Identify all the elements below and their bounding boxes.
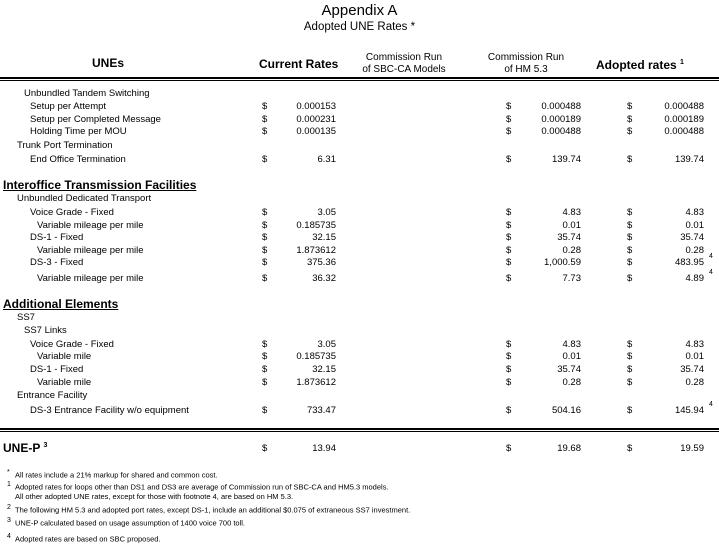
footnote	[7, 533, 161, 544]
row-label: SS7 Links	[24, 325, 67, 336]
row-label: Variable mile	[37, 377, 92, 388]
row-label: Variable mileage per mile	[37, 245, 144, 256]
footnote-mark: 1	[7, 481, 11, 488]
header-unes: UNEs	[92, 56, 125, 70]
row-label: Entrance Facility	[17, 390, 88, 401]
footnote-text: The following HM 5.3 and adopted port rates, except DS-1, include an additional $0.075 of extraneous SS7 investment.	[15, 505, 411, 515]
current-currency: $	[262, 154, 268, 165]
header-hm-line2: of HM 5.3	[504, 64, 548, 75]
adopted-currency: $	[627, 126, 633, 137]
current-currency: $	[262, 207, 268, 218]
footnote	[7, 481, 389, 492]
adopted-value: 0.000488	[664, 101, 704, 112]
hm-value: 0.01	[562, 220, 581, 231]
hm-currency: $	[506, 220, 512, 231]
hm-currency: $	[506, 232, 512, 243]
row-label: Setup per Attempt	[30, 101, 107, 112]
adopted-currency: $	[627, 364, 633, 375]
adopted-value: 0.000189	[664, 114, 704, 125]
footnote	[7, 517, 245, 528]
hm-value: 0.000488	[541, 126, 581, 137]
hm-currency: $	[506, 207, 512, 218]
row-label: SS7	[17, 312, 35, 323]
current-currency: $	[262, 339, 268, 350]
unep-rule-thin	[0, 431, 719, 432]
hm-value: 7.73	[562, 273, 581, 284]
footnote	[7, 469, 218, 480]
current-value: 3.05	[317, 207, 336, 218]
unep-current-currency: $	[262, 443, 268, 454]
adopted-value: 0.28	[685, 377, 704, 388]
header-rule-thin	[0, 80, 719, 81]
footnote-mark: 2	[7, 504, 11, 511]
header-sbc	[352, 52, 456, 76]
current-currency: $	[262, 114, 268, 125]
current-currency: $	[262, 377, 268, 388]
current-currency: $	[262, 257, 268, 268]
hm-currency: $	[506, 351, 512, 362]
unep-row-label	[3, 441, 47, 455]
adopted-currency: $	[627, 154, 633, 165]
row-label: Voice Grade - Fixed	[30, 339, 114, 350]
current-value: 1.873612	[296, 245, 336, 256]
hm-currency: $	[506, 257, 512, 268]
footnote-marker: 4	[709, 253, 713, 260]
unep-footnote: 3	[43, 442, 48, 449]
current-value: 36.32	[312, 273, 336, 284]
hm-currency: $	[506, 405, 512, 416]
adopted-currency: $	[627, 377, 633, 388]
hm-currency: $	[506, 339, 512, 350]
unep-rule	[0, 428, 719, 430]
adopted-currency: $	[627, 257, 633, 268]
adopted-currency: $	[627, 245, 633, 256]
current-value: 1.873612	[296, 377, 336, 388]
current-value: 0.185735	[296, 351, 336, 362]
unep-current-value: 13.94	[312, 443, 336, 454]
current-value: 375.36	[306, 257, 336, 268]
current-value: 32.15	[312, 232, 336, 243]
footnote	[7, 504, 410, 515]
adopted-value: 0.01	[685, 220, 704, 231]
unep-adopted-value: 19.59	[680, 443, 704, 454]
footnote	[7, 492, 293, 501]
unep-label: UNE-P	[3, 441, 41, 455]
row-label: Unbundled Dedicated Transport	[17, 193, 152, 204]
adopted-currency: $	[627, 339, 633, 350]
unep-adopted-currency: $	[627, 443, 633, 454]
current-currency: $	[262, 220, 268, 231]
adopted-currency: $	[627, 207, 633, 218]
current-currency: $	[262, 245, 268, 256]
current-currency: $	[262, 364, 268, 375]
header-hm	[476, 52, 576, 76]
adopted-currency: $	[627, 114, 633, 125]
current-currency: $	[262, 232, 268, 243]
adopted-value: 35.74	[680, 232, 704, 243]
section-heading: Interoffice Transmission Facilities	[3, 178, 197, 192]
hm-value: 1,000.59	[544, 257, 581, 268]
unep-hm-currency: $	[506, 443, 512, 454]
footnote-text: Adopted rates are based on SBC proposed.	[15, 534, 161, 544]
adopted-value: 145.94	[674, 405, 704, 416]
current-currency: $	[262, 126, 268, 137]
adopted-currency: $	[627, 101, 633, 112]
header-hm-line1: Commission Run	[487, 52, 565, 63]
header-sbc-line2: of SBC-CA Models	[362, 64, 446, 75]
row-label: End Office Termination	[30, 154, 126, 165]
adopted-currency: $	[627, 405, 633, 416]
hm-currency: $	[506, 154, 512, 165]
row-label: Variable mileage per mile	[37, 273, 144, 284]
adopted-value: 483.95	[674, 257, 704, 268]
row-label: Voice Grade - Fixed	[30, 207, 114, 218]
current-currency: $	[262, 273, 268, 284]
row-label: DS-1 - Fixed	[30, 232, 84, 243]
hm-currency: $	[506, 273, 512, 284]
hm-value: 4.83	[562, 339, 581, 350]
header-rule	[0, 77, 719, 79]
current-value: 3.05	[317, 339, 336, 350]
current-value: 0.000135	[296, 126, 336, 137]
row-label: DS-3 Entrance Facility w/o equipment	[30, 405, 189, 416]
hm-currency: $	[506, 114, 512, 125]
footnote-text: UNE-P calculated based on usage assumption of 1400 voice 700 toll.	[15, 518, 246, 528]
footnote-mark: 4	[7, 533, 11, 540]
hm-value: 0.000488	[541, 101, 581, 112]
header-adopted-footnote: 1	[680, 59, 684, 66]
section-heading: Additional Elements	[3, 297, 119, 311]
adopted-value: 4.89	[685, 273, 704, 284]
current-value: 0.185735	[296, 220, 336, 231]
adopted-currency: $	[627, 351, 633, 362]
footnote-mark: *	[7, 469, 10, 476]
row-label: Variable mile	[37, 351, 92, 362]
adopted-value: 139.74	[674, 154, 704, 165]
hm-currency: $	[506, 364, 512, 375]
row-label: Holding Time per MOU	[30, 126, 127, 137]
current-currency: $	[262, 351, 268, 362]
hm-currency: $	[506, 377, 512, 388]
current-value: 733.47	[306, 405, 336, 416]
row-label: Setup per Completed Message	[30, 114, 161, 125]
hm-value: 35.74	[557, 364, 581, 375]
current-value: 0.000153	[296, 101, 336, 112]
current-value: 32.15	[312, 364, 336, 375]
header-adopted-rates	[596, 58, 684, 72]
hm-value: 0.28	[562, 245, 581, 256]
footnote-marker: 4	[709, 269, 713, 276]
row-label: Unbundled Tandem Switching	[24, 88, 150, 99]
adopted-value: 35.74	[680, 364, 704, 375]
footnote-text: Adopted rates for loops other than DS1 and DS3 are average of Commission run of SBC-CA and HM5.3 models.	[15, 482, 389, 492]
hm-currency: $	[506, 245, 512, 256]
current-currency: $	[262, 405, 268, 416]
hm-value: 4.83	[562, 207, 581, 218]
adopted-value: 0.000488	[664, 126, 704, 137]
footnote-marker: 4	[709, 401, 713, 408]
hm-currency: $	[506, 126, 512, 137]
unep-hm-value: 19.68	[557, 443, 581, 454]
footnote-mark: 3	[7, 517, 11, 524]
row-label: DS-3 - Fixed	[30, 257, 84, 268]
row-label: Trunk Port Termination	[17, 140, 113, 151]
footnote-text: All other adopted UNE rates, except for those with footnote 4, are based on HM 5.3.	[15, 492, 294, 501]
header-adopted-label: Adopted rates	[596, 58, 677, 72]
row-label: DS-1 - Fixed	[30, 364, 84, 375]
hm-value: 139.74	[551, 154, 581, 165]
header-current-rates: Current Rates	[259, 57, 339, 71]
header-sbc-line1: Commission Run	[365, 52, 443, 63]
adopted-value: 4.83	[685, 207, 704, 218]
adopted-currency: $	[627, 273, 633, 284]
adopted-value: 0.01	[685, 351, 704, 362]
current-currency: $	[262, 101, 268, 112]
hm-value: 35.74	[557, 232, 581, 243]
hm-currency: $	[506, 101, 512, 112]
row-label: Variable mileage per mile	[37, 220, 144, 231]
page-title: Appendix A	[321, 2, 398, 19]
hm-value: 0.28	[562, 377, 581, 388]
adopted-value: 4.83	[685, 339, 704, 350]
current-value: 0.000231	[296, 114, 336, 125]
adopted-currency: $	[627, 232, 633, 243]
adopted-currency: $	[627, 220, 633, 231]
page-subtitle: Adopted UNE Rates *	[303, 21, 416, 33]
hm-value: 0.01	[562, 351, 581, 362]
hm-value: 0.000189	[541, 114, 581, 125]
footnote-text: All rates include a 21% markup for shared and common cost.	[15, 470, 218, 480]
current-value: 6.31	[317, 154, 336, 165]
adopted-value: 0.28	[685, 245, 704, 256]
hm-value: 504.16	[551, 405, 581, 416]
